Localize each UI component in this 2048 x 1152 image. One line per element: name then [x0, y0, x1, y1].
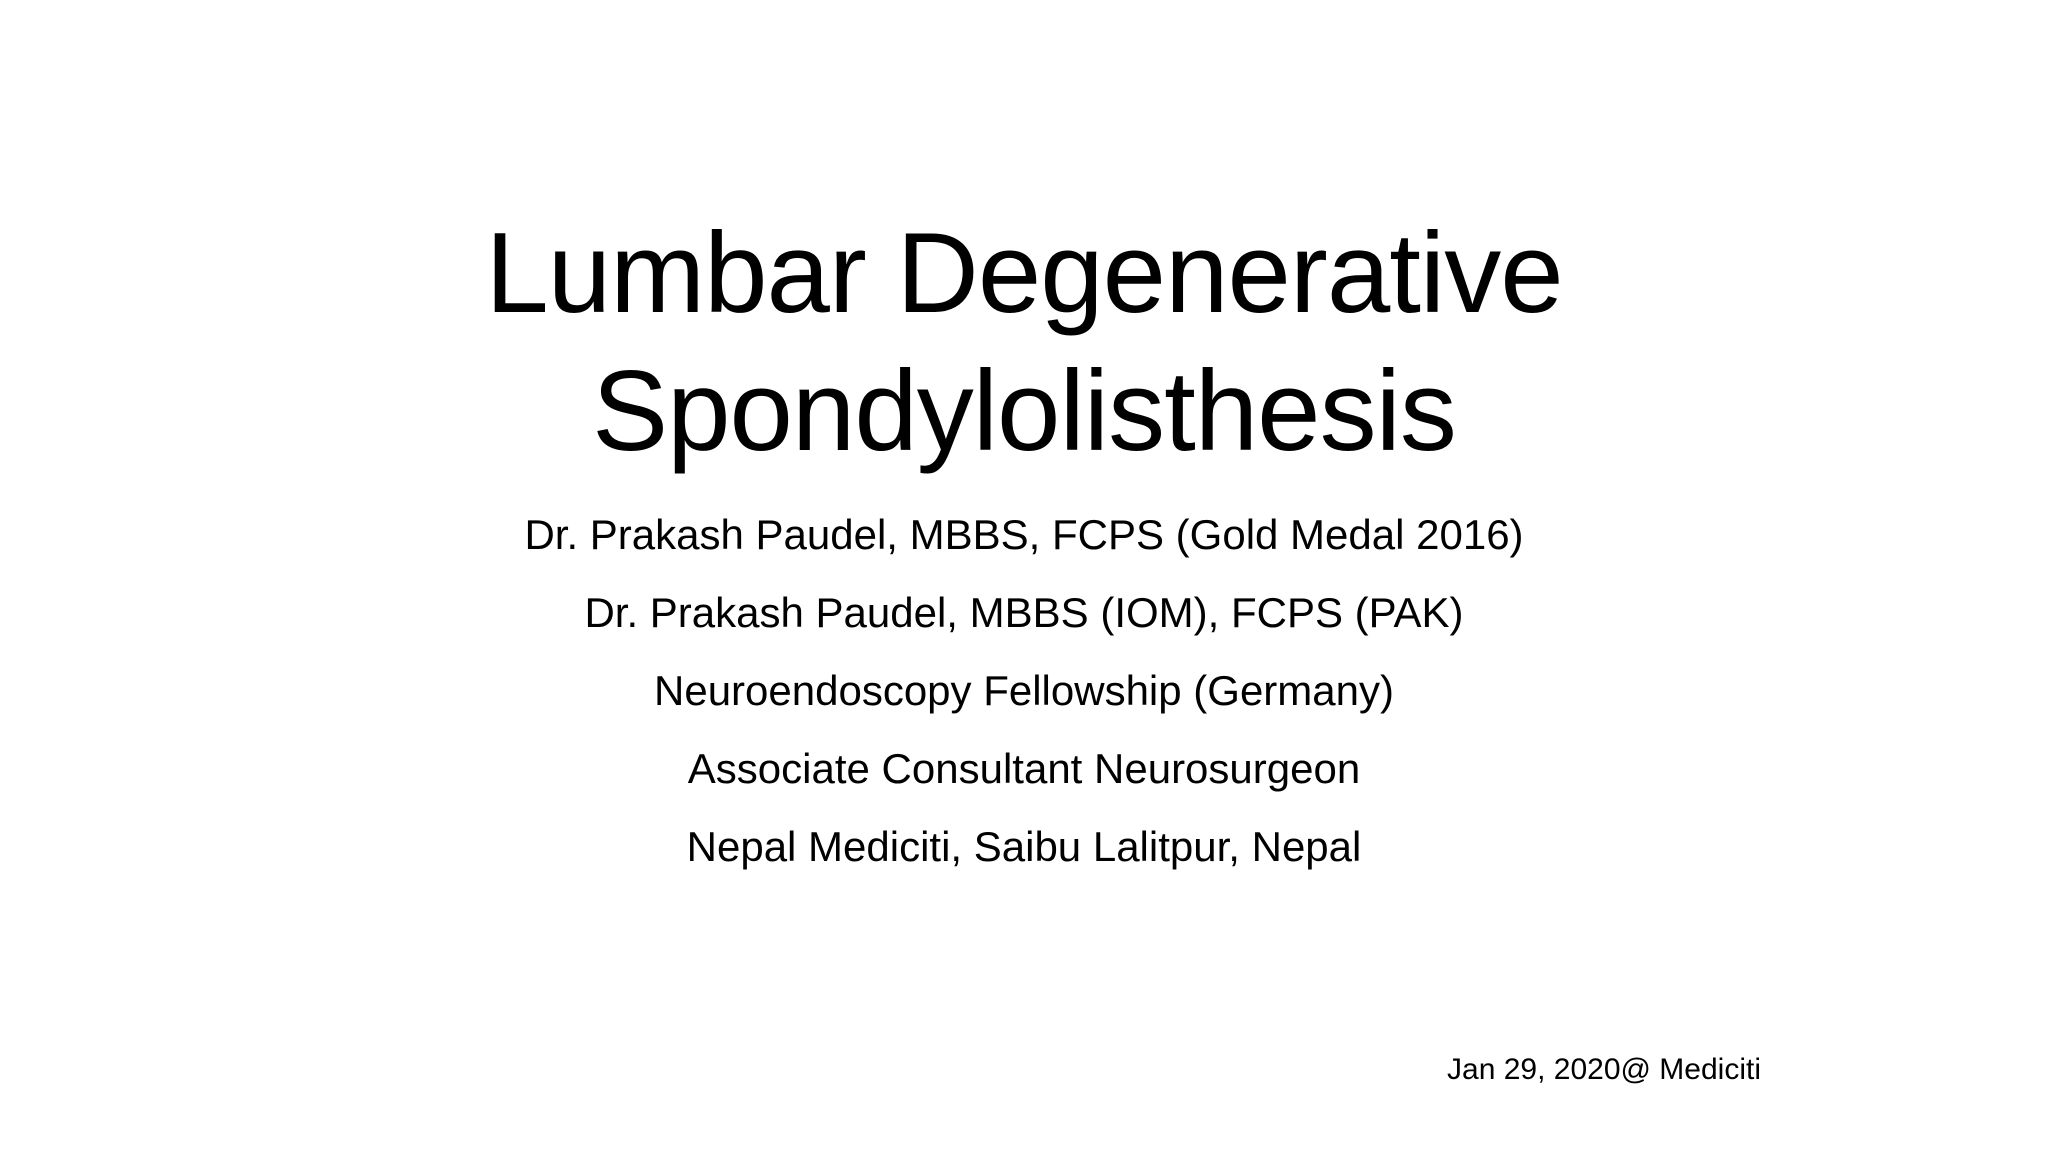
position-line: Associate Consultant Neurosurgeon: [687, 745, 1361, 792]
title-line-1: Lumbar Degenerative: [485, 210, 1563, 337]
slide-title: [0, 205, 2048, 481]
author-credentials-line: Dr. Prakash Paudel, MBBS, FCPS (Gold Medal 2016): [524, 511, 1524, 558]
title-line-2: Spondylolisthesis: [592, 348, 1456, 475]
fellowship-line: Neuroendoscopy Fellowship (Germany): [654, 667, 1394, 714]
slide-subtitle: [0, 496, 2048, 886]
date-venue-footer: Jan 29, 2020@ Mediciti: [1447, 1053, 1761, 1086]
author-degrees-line: Dr. Prakash Paudel, MBBS (IOM), FCPS (PAK): [584, 589, 1464, 636]
institution-line: Nepal Mediciti, Saibu Lalitpur, Nepal: [686, 823, 1362, 870]
